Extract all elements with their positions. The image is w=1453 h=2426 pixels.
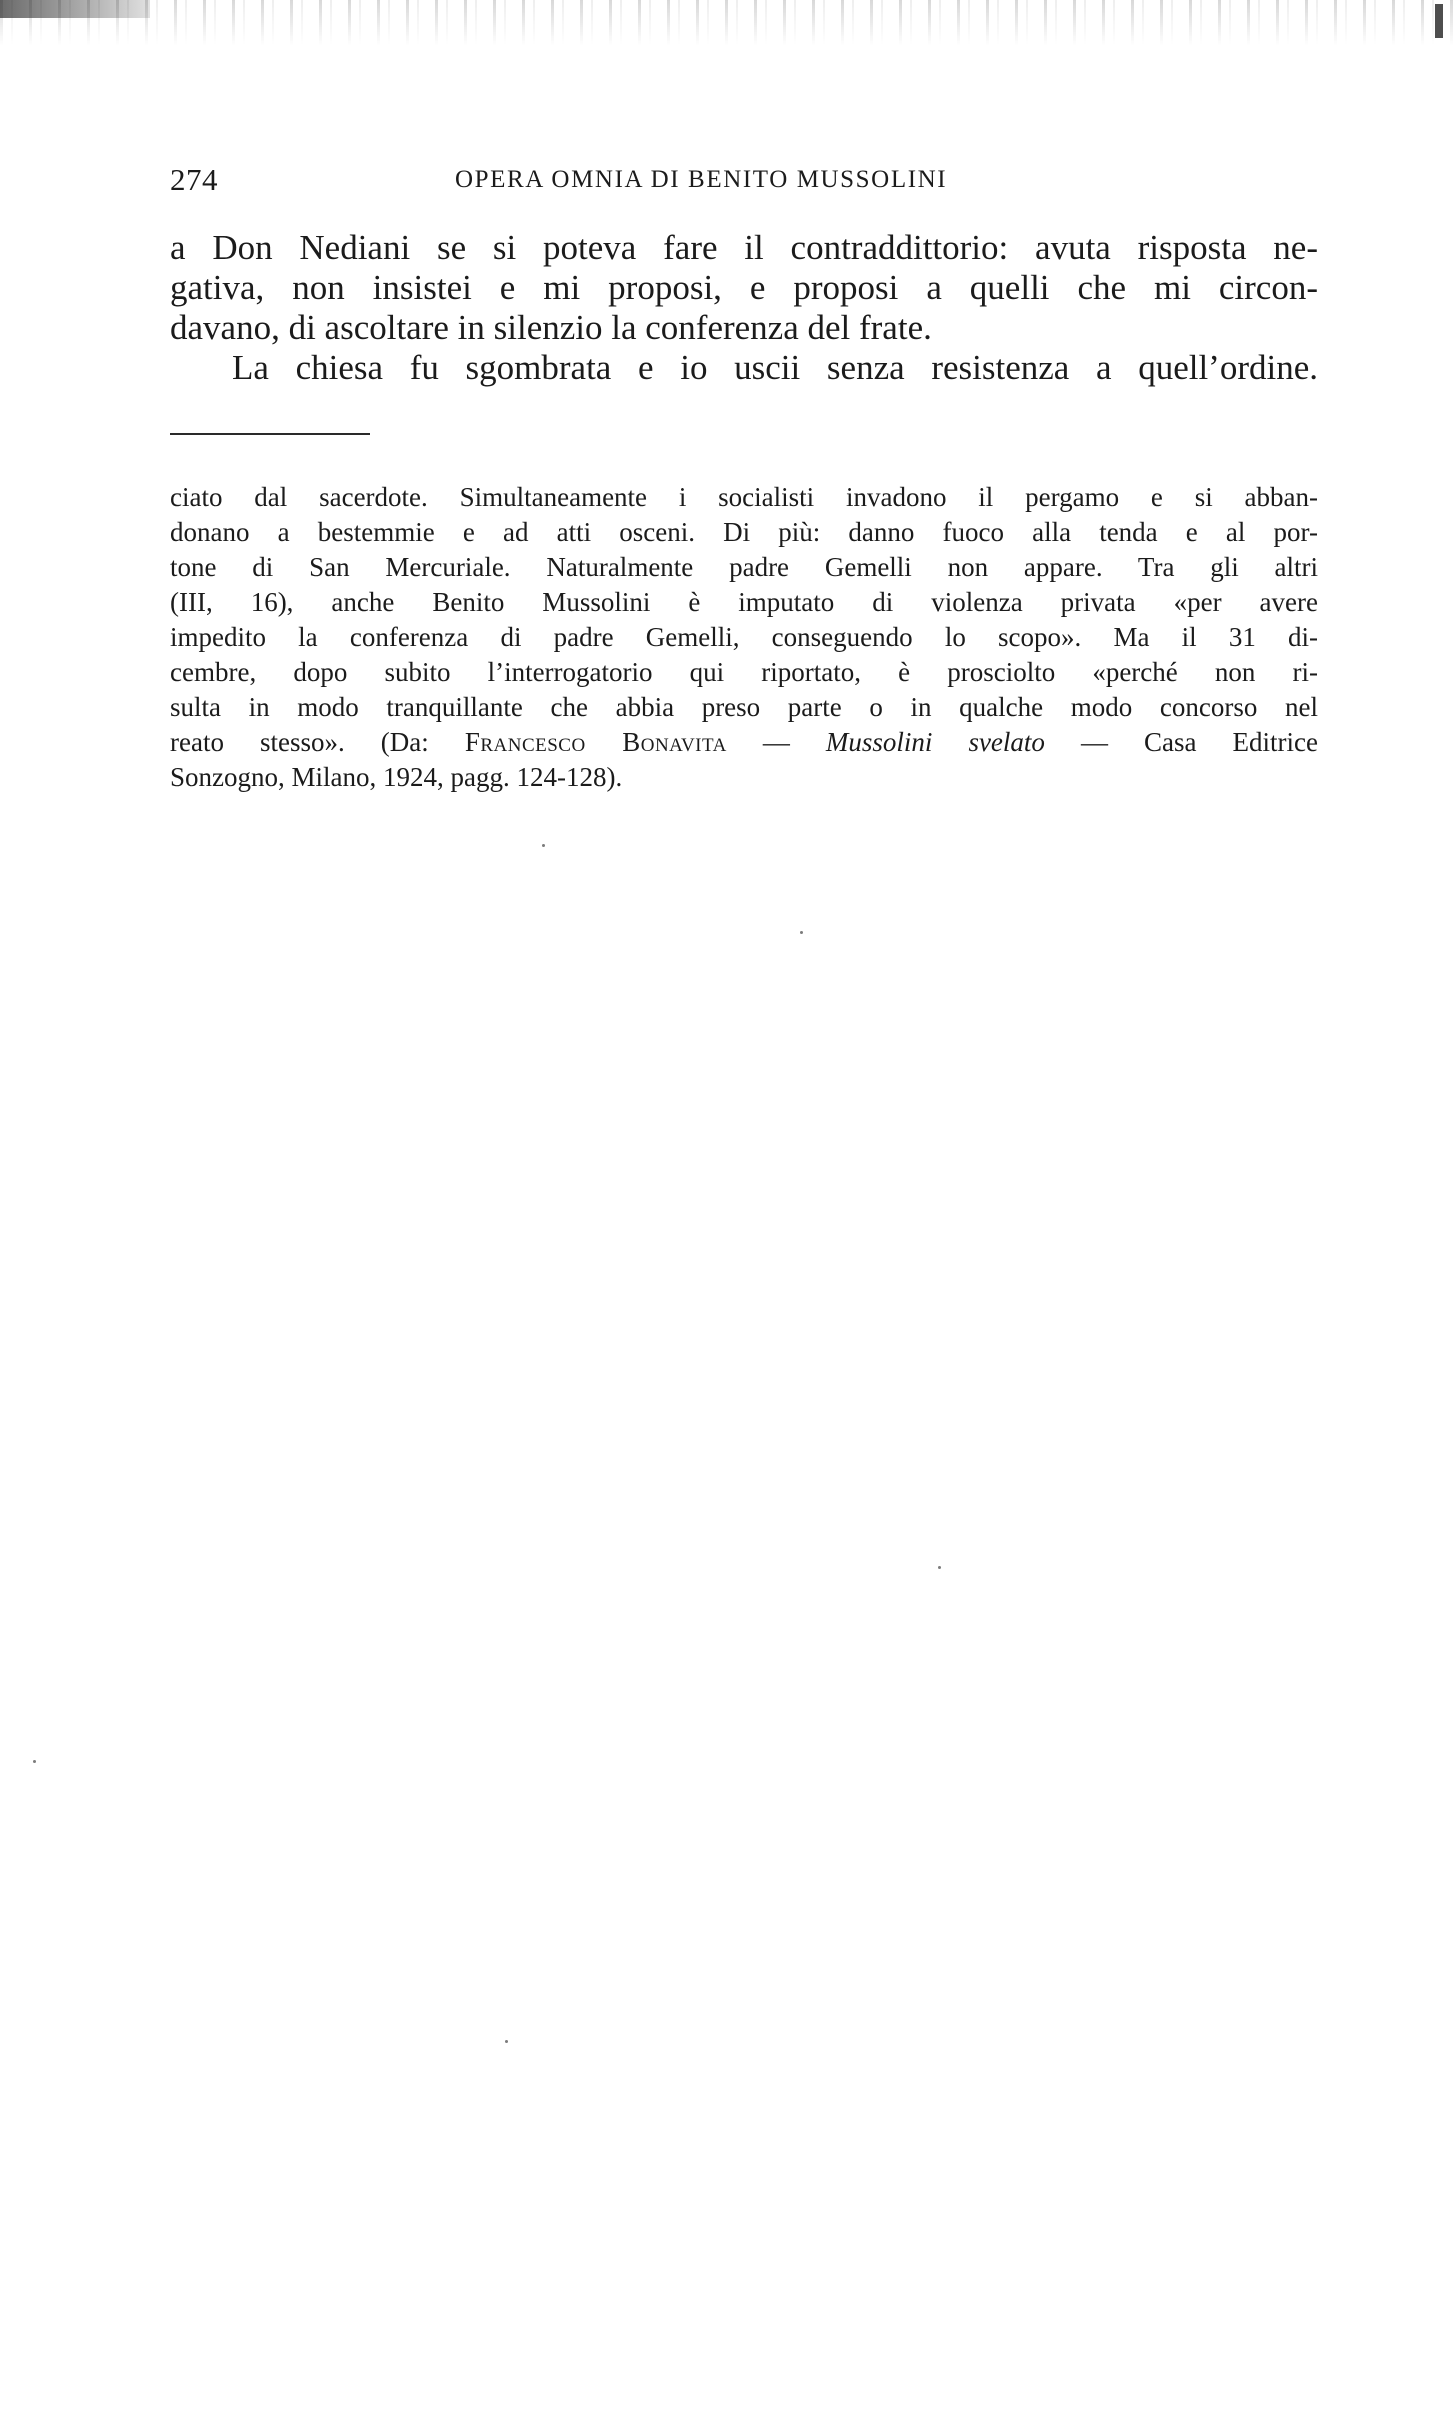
footnote-last-line: Sonzogno, Milano, 1924, pagg. 124-128). [170, 762, 623, 792]
footnote-line: ciato dal sacerdote. Simultaneamente i socialisti invadono il pergamo e si abban- [170, 482, 1318, 512]
footnote-citation-line [170, 725, 1318, 760]
scan-edge-noise [0, 0, 1453, 46]
footnote-line: (III, 16), anche Benito Mussolini è imputato di violenza privata «per avere [170, 587, 1318, 617]
footnote-line: donano a bestemmie e ad atti osceni. Di più: danno fuoco alla tenda e al por- [170, 517, 1318, 547]
main-text-line: davano, di ascoltare in silenzio la conferenza del frate. [170, 308, 932, 347]
citation-suffix: — Casa Editrice [1044, 727, 1318, 757]
book-title: OPERA OMNIA DI BENITO MUSSOLINI [455, 166, 948, 193]
scan-edge-smudge-left [0, 0, 150, 18]
scan-speck [938, 1566, 941, 1569]
scan-edge-mark-right [1435, 4, 1443, 38]
citation-title: Mussolini svelato [825, 727, 1045, 757]
running-head [170, 162, 1318, 202]
main-text-line: La chiesa fu sgombrata e io uscii senza resistenza a quell’ordine. [232, 348, 1318, 387]
footnote-line: impedito la conferenza di padre Gemelli, conseguendo lo scopo». Ma il 31 di- [170, 622, 1318, 652]
page-number: 274 [170, 162, 218, 197]
scan-speck [33, 1760, 36, 1763]
footnote-line: sulta in modo tranquillante che abbia preso parte o in qualche modo concorso nel [170, 692, 1318, 722]
main-text-line: a Don Nediani se si poteva fare il contraddittorio: avuta risposta ne- [170, 228, 1318, 267]
scan-speck [542, 844, 545, 847]
footnote-line: tone di San Mercuriale. Naturalmente padre Gemelli non appare. Tra gli altri [170, 552, 1318, 582]
footnote-line: cembre, dopo subito l’interrogatorio qui riportato, è prosciolto «perché non ri- [170, 657, 1318, 687]
main-text-line: gativa, non insistei e mi proposi, e proposi a quelli che mi circon- [170, 268, 1318, 307]
footnote [170, 480, 1318, 795]
citation-dash: — [726, 727, 826, 757]
main-text [170, 228, 1318, 388]
citation-author: Francesco Bonavita [464, 727, 727, 757]
footnote-rule [170, 433, 370, 435]
citation-prefix: reato stesso». (Da: [170, 727, 465, 757]
scan-speck [800, 931, 803, 934]
scan-speck [505, 2040, 508, 2043]
